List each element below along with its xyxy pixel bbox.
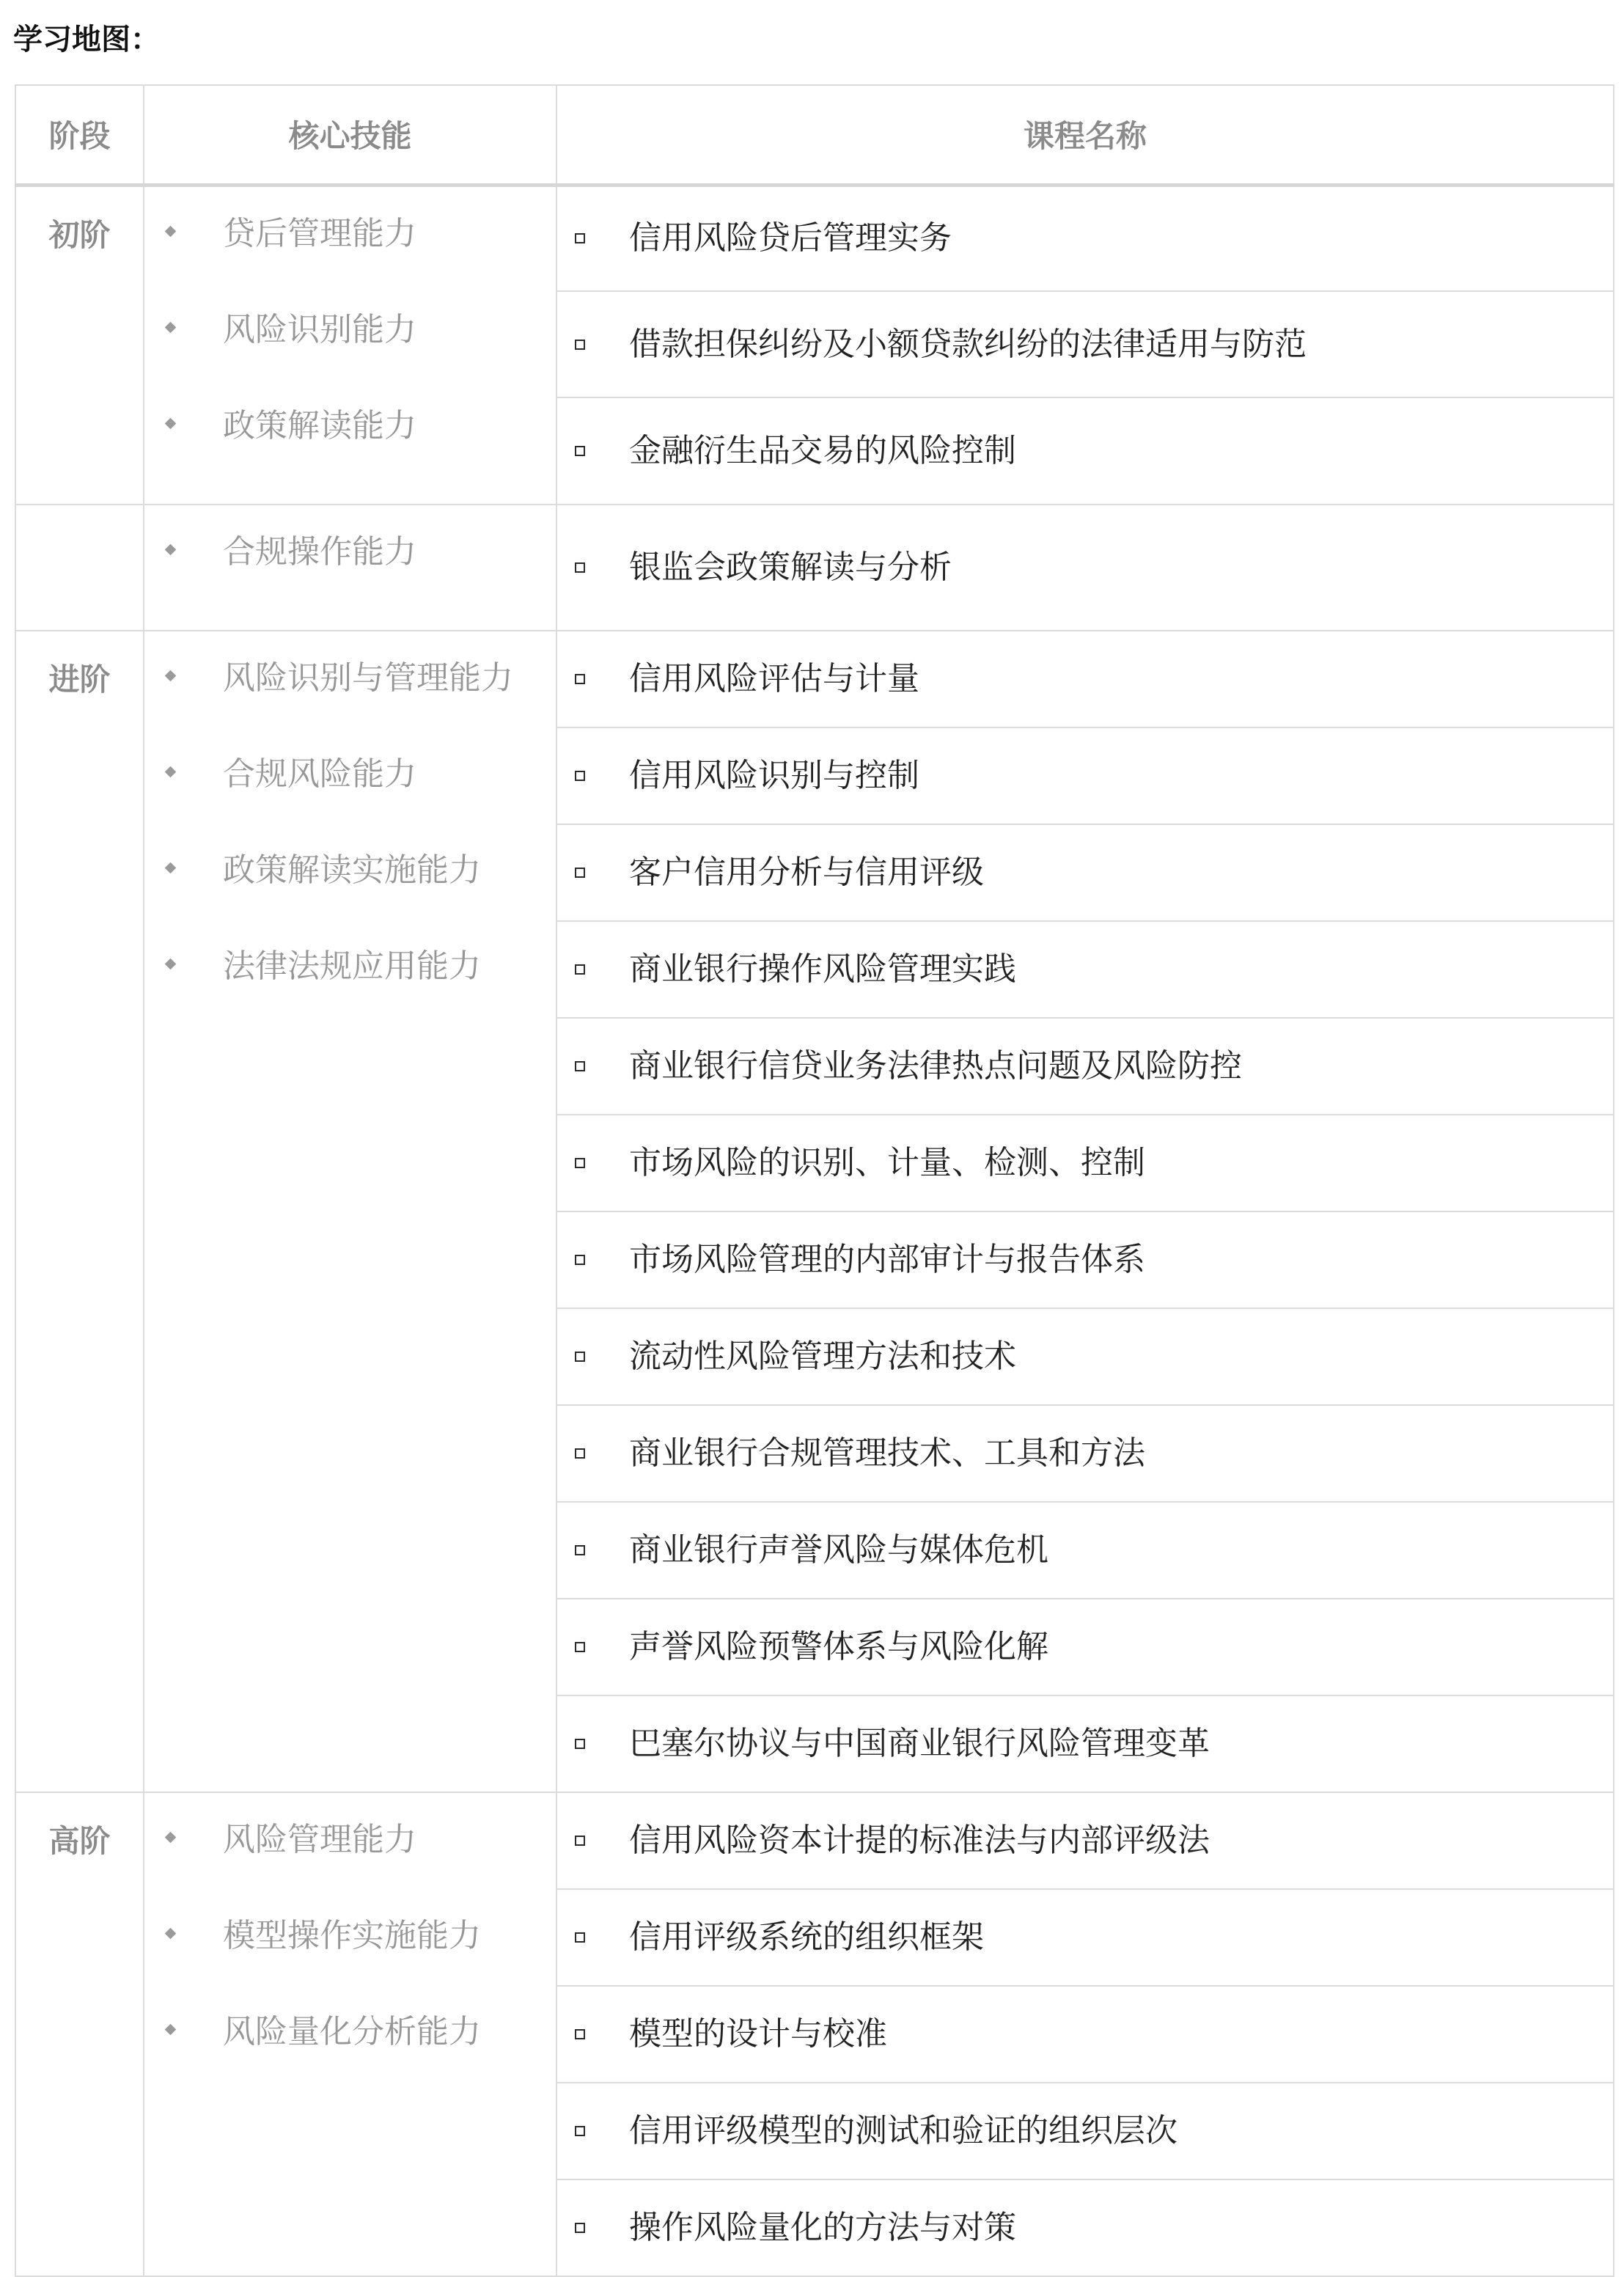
skill-label: 合规风险能力 [223,755,416,793]
course-name: 信用评级模型的测试和验证的组织层次 [629,2111,1177,2149]
square-bullet-icon [575,2223,585,2233]
course-cell [556,727,1614,824]
skill-item [144,534,556,630]
square-bullet-icon [575,1545,585,1555]
table-row [15,1792,1614,1889]
course-cell [556,631,1614,727]
skill-label: 合规操作能力 [223,532,416,571]
course-name: 信用评级系统的组织框架 [629,1918,984,1956]
course-cell [556,1405,1614,1502]
skill-item [144,756,556,852]
course-name: 巴塞尔协议与中国商业银行风险管理变革 [629,1724,1210,1762]
course-cell [556,1211,1614,1308]
square-bullet-icon [575,868,585,878]
course-cell [556,1115,1614,1211]
learning-map-table [15,84,1614,2277]
course-name: 信用风险识别与控制 [629,756,919,794]
table-body [15,185,1614,2276]
stage-cell: 高阶 [15,1792,144,2276]
diamond-bullet-icon [165,543,177,555]
skill-label: 法律法规应用能力 [223,947,481,985]
skill-item [144,312,556,408]
course-cell [556,824,1614,921]
page-title: 学习地图： [13,23,160,56]
diamond-bullet-icon [165,1927,177,1939]
header-skills: 核心技能 [144,85,556,185]
skill-label: 政策解读能力 [223,406,416,444]
course-cell [556,185,1614,291]
skill-label: 风险管理能力 [223,1820,416,1858]
skill-item [144,852,556,948]
table-row [15,185,1614,291]
course-cell [556,2179,1614,2276]
skill-label: 模型操作实施能力 [223,1916,481,1954]
square-bullet-icon [575,674,585,684]
skill-item [144,660,556,756]
skills-cell [144,185,556,505]
table-row [15,505,1614,631]
header-stage: 阶段 [15,85,144,185]
diamond-bullet-icon [165,766,177,777]
skill-item [144,408,556,504]
diamond-bullet-icon [165,670,177,681]
square-bullet-icon [575,340,585,350]
diamond-bullet-icon [165,2023,177,2035]
diamond-bullet-icon [165,958,177,969]
course-name: 操作风险量化的方法与对策 [629,2208,1016,2246]
square-bullet-icon [575,1642,585,1652]
square-bullet-icon [575,1932,585,1943]
course-name: 商业银行合规管理技术、工具和方法 [629,1434,1145,1472]
skill-item [144,1822,556,1918]
square-bullet-icon [575,1061,585,1071]
course-cell [556,921,1614,1018]
course-name: 市场风险的识别、计量、检测、控制 [629,1143,1145,1181]
course-name: 市场风险管理的内部审计与报告体系 [629,1240,1145,1278]
skills-cell [144,505,556,631]
square-bullet-icon [575,1836,585,1846]
table-row [15,631,1614,727]
stage-cell: 初阶 [15,185,144,505]
skill-label: 风险识别与管理能力 [223,659,513,697]
skill-item [144,2014,556,2110]
square-bullet-icon [575,446,585,456]
course-cell [556,291,1614,397]
course-cell [556,1889,1614,1986]
header-courses: 课程名称 [556,85,1614,185]
skill-label: 风险量化分析能力 [223,2012,481,2050]
course-name: 声誉风险预警体系与风险化解 [629,1627,1048,1665]
course-name: 商业银行声誉风险与媒体危机 [629,1530,1048,1569]
course-cell [556,1308,1614,1405]
skill-label: 贷后管理能力 [223,214,416,252]
square-bullet-icon [575,562,585,573]
course-name: 借款担保纠纷及小额贷款纠纷的法律适用与防范 [629,325,1307,363]
square-bullet-icon [575,1255,585,1265]
course-cell [556,1695,1614,1792]
diamond-bullet-icon [165,321,177,333]
course-name: 客户信用分析与信用评级 [629,853,984,891]
skill-label: 风险识别能力 [223,310,416,348]
stage-cell [15,505,144,631]
square-bullet-icon [575,2126,585,2136]
course-name: 信用风险评估与计量 [629,659,919,697]
skill-item [144,948,556,1044]
diamond-bullet-icon [165,225,177,237]
stage-cell: 进阶 [15,631,144,1792]
course-cell [556,1018,1614,1115]
course-name: 商业银行操作风险管理实践 [629,950,1016,988]
diamond-bullet-icon [165,417,177,429]
course-cell [556,2083,1614,2179]
square-bullet-icon [575,233,585,243]
square-bullet-icon [575,1739,585,1749]
course-cell [556,1986,1614,2083]
skills-cell [144,631,556,1792]
course-cell [556,1599,1614,1695]
square-bullet-icon [575,964,585,975]
skills-cell [144,1792,556,2276]
course-cell [556,505,1614,631]
table-header-row [15,85,1614,185]
skill-item [144,216,556,312]
square-bullet-icon [575,1352,585,1362]
course-cell [556,397,1614,504]
diamond-bullet-icon [165,1831,177,1843]
course-name: 信用风险贷后管理实务 [629,219,952,257]
course-name: 流动性风险管理方法和技术 [629,1337,1016,1375]
square-bullet-icon [575,771,585,781]
diamond-bullet-icon [165,862,177,873]
course-name: 金融衍生品交易的风险控制 [629,431,1016,469]
skill-item [144,1918,556,2014]
course-name: 信用风险资本计提的标准法与内部评级法 [629,1821,1210,1859]
course-name: 模型的设计与校准 [629,2014,887,2053]
square-bullet-icon [575,1448,585,1459]
course-name: 商业银行信贷业务法律热点问题及风险防控 [629,1046,1242,1085]
course-cell [556,1792,1614,1889]
square-bullet-icon [575,2029,585,2039]
square-bullet-icon [575,1158,585,1168]
skill-label: 政策解读实施能力 [223,851,481,889]
course-name: 银监会政策解读与分析 [629,548,952,586]
course-cell [556,1502,1614,1599]
